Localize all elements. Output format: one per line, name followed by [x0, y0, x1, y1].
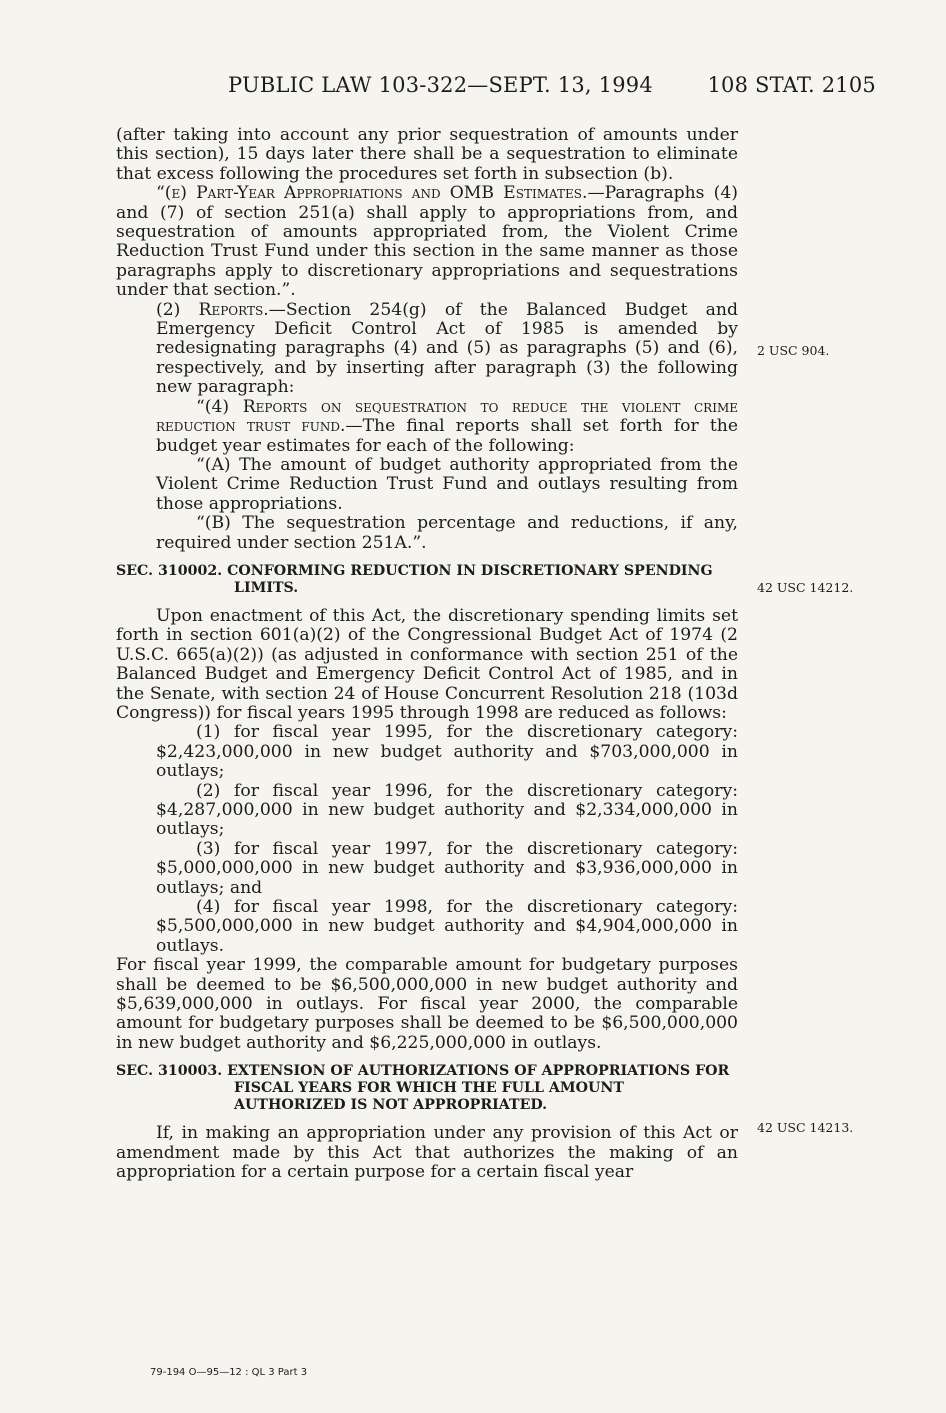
- list-item-1997: (3) for fiscal year 1997, for the discretionary category: $5,000,000,000 in new budget authority and $3,936,000,000 in outlays; and: [156, 838, 738, 898]
- list-item-1995: (1) for fiscal year 1995, for the discretionary category: $2,423,000,000 in new budget authority and $703,000,000 in outlays;: [156, 722, 738, 782]
- header-stat-page: 108 STAT. 2105: [707, 73, 876, 97]
- margin-note-2-usc-904: 2 USC 904.: [757, 343, 830, 358]
- list-item-1998: (4) for fiscal year 1998, for the discretionary category: $5,500,000,000 in new budget authority and $4,904,000,000 in outlays.: [156, 897, 738, 956]
- reports-sequestration-heading: “(4) Reports on sequestration to reduce the violent crime reduction trust fund.: [156, 396, 738, 437]
- paragraph-appropriation: If, in making an appropriation under any provision of this Act or amendment made by this Act that authorizes the making of an appropriation for a certain purpose for a certain fiscal year: [116, 1123, 738, 1183]
- running-header: [0, 73, 946, 105]
- paragraph-fiscal-1999-2000: For fiscal year 1999, the comparable amount for budgetary purposes shall be deemed to be $6,500,000,000 in new budget authority and $5,639,000,000 in outlays. For fiscal year 2000, the comparable amount for budgetary purposes shall be deemed to be $6,500,000,000 in new budget authority and $6,225,000,000 in outlays.: [116, 955, 738, 1053]
- paragraph-reports: [116, 301, 738, 398]
- paragraph-enactment: Upon enactment of this Act, the discretionary spending limits set forth in section 601(a)(2) of the Congressional Budget Act of 1974 (2 U.S.C. 665(a)(2)) (as adjusted in conformance with section 251 of the Balanced Budget and Emergency Deficit Control Act of 1985, and in the Senate, with section 24 of House Concurrent Resolution 218 (103d Congress)) for fiscal years 1995 through 1998 are reduced as follows:: [116, 605, 738, 723]
- paragraph-subsection-e: [116, 184, 738, 300]
- list-item-1996: (2) for fiscal year 1996, for the discretionary category: $4,287,000,000 in new budget authority and $2,334,000,000 in outlays;: [156, 780, 738, 840]
- margin-note-42-usc-14213: 42 USC 14213.: [757, 1120, 854, 1135]
- reports-text: —Section 254(g) of the Balanced Budget and Emergency Deficit Control Act of 1985 is amended by redesignating paragraphs (4) and (5) as paragraphs (5) and (6), respectively, and by inserting after paragraph (3) the following new paragraph:: [156, 299, 738, 398]
- section-title: EXTENSION OF AUTHORIZATIONS OF APPROPRIATIONS FOR FISCAL YEARS FOR WHICH THE FULL AMOUNT AUTHORIZED IS NOT APPROPRIATED.: [227, 1063, 730, 1114]
- section-heading-310002: [116, 563, 738, 597]
- paragraph-continuation: (after taking into account any prior sequestration of amounts under this section), 15 days later there shall be a sequestration to eliminate that excess following the procedures set forth in subsection (b).: [116, 125, 738, 184]
- paragraph-reports-sequestration: [116, 398, 738, 456]
- printer-code: 79-194 O—95—12 : QL 3 Part 3: [150, 1367, 308, 1378]
- paragraph-item-b: “(B) The sequestration percentage and reductions, if any, required under section 251A.”.: [156, 513, 738, 553]
- section-number: SEC. 310003.: [116, 1063, 223, 1080]
- header-title: PUBLIC LAW 103-322—SEPT. 13, 1994: [228, 73, 653, 97]
- subsection-e-text: —Paragraphs (4) and (7) of section 251(a) shall apply to appropriations from, and sequestration of amounts appropriated from, the Violent Crime Reduction Trust Fund under this section in the same manner as those paragraphs apply to discretionary appropriations and sequestrations under that section.”.: [116, 183, 738, 301]
- subsection-e-heading: “(e) Part-Year Appropriations and OMB Estimates.: [156, 183, 588, 204]
- reports-sequestration-text: —The final reports shall set forth for the budget year estimates for each of the following:: [156, 416, 738, 456]
- paragraph-item-a: “(A) The amount of budget authority appropriated from the Violent Crime Reduction Trust Fund and outlays resulting from those appropriations.: [156, 454, 738, 514]
- section-title: CONFORMING REDUCTION IN DISCRETIONARY SPENDING LIMITS.: [227, 562, 713, 596]
- section-number: SEC. 310002.: [116, 562, 223, 579]
- body-text: [116, 126, 738, 1183]
- section-heading-310003: [116, 1063, 738, 1114]
- margin-note-42-usc-14212: 42 USC 14212.: [757, 580, 854, 595]
- reports-heading: (2) Reports.: [156, 299, 269, 320]
